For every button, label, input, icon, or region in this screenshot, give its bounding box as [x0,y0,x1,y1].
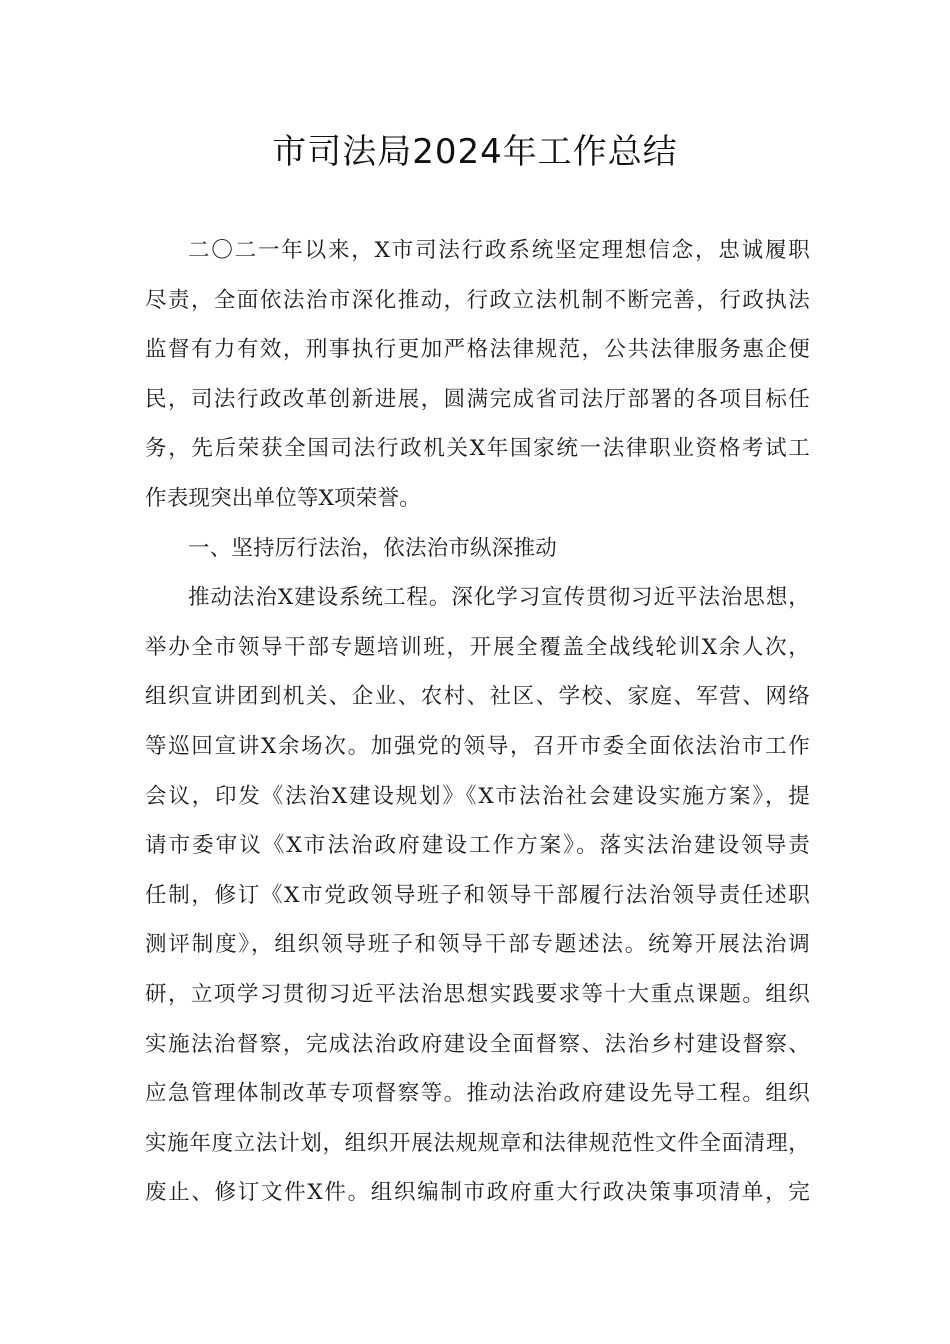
text-line: 等巡回宣讲X余场次。加强党的领导，召开市委全面依法治市工作 [145,733,810,759]
text-line: 组织宣讲团到机关、企业、农村、社区、学校、家庭、军营、网络 [145,684,810,710]
text-line: 实施法治督察，完成法治政府建设全面督察、法治乡村建设督察、 [145,1031,810,1057]
text-line: 作表现突出单位等X项荣誉。 [145,485,421,511]
text-line: 举办全市领导干部专题培训班，开展全覆盖全战线轮训X余人次， [145,634,810,660]
text-line: 研，立项学习贯彻习近平法治思想实践要求等十大重点课题。组织 [145,981,810,1007]
text-line: 推动法治X建设系统工程。深化学习宣传贯彻习近平法治思想， [188,585,810,611]
document-title: 市司法局2024年工作总结 [272,132,678,172]
text-line: 监督有力有效，刑事执行更加严格法律规范，公共法律服务惠企便 [145,337,810,363]
text-line: 废止、修订文件X件。组织编制市政府重大行政决策事项清单，完 [145,1180,810,1206]
text-line: 务，先后荣获全国司法行政机关X年国家统一法律职业资格考试工 [145,436,810,462]
text-line: 会议，印发《法治X建设规划》《X市法治社会建设实施方案》，提 [145,783,810,809]
text-line: 测评制度》，组织领导班子和领导干部专题述法。统筹开展法治调 [145,932,810,958]
document-body [145,226,810,1218]
text-line: 一、坚持厉行法治，依法治市纵深推动 [188,535,557,561]
text-line: 二〇二一年以来，X市司法行政系统坚定理想信念，忠诚履职 [188,238,810,263]
text-line: 任制，修订《X市党政领导班子和领导干部履行法治领导责任述职 [145,882,810,908]
text-line: 尽责，全面依法治市深化推动，行政立法机制不断完善，行政执法 [145,287,810,313]
text-line: 应急管理体制改革专项督察等。推动法治政府建设先导工程。组织 [145,1081,810,1107]
text-line: 实施年度立法计划，组织开展法规规章和法律规范性文件全面清理， [145,1130,810,1156]
text-line: 请市委审议《X市法治政府建设工作方案》。落实法治建设领导责 [145,833,810,859]
text-line: 民，司法行政改革创新进展，圆满完成省司法厅部署的各项目标任 [145,386,810,412]
